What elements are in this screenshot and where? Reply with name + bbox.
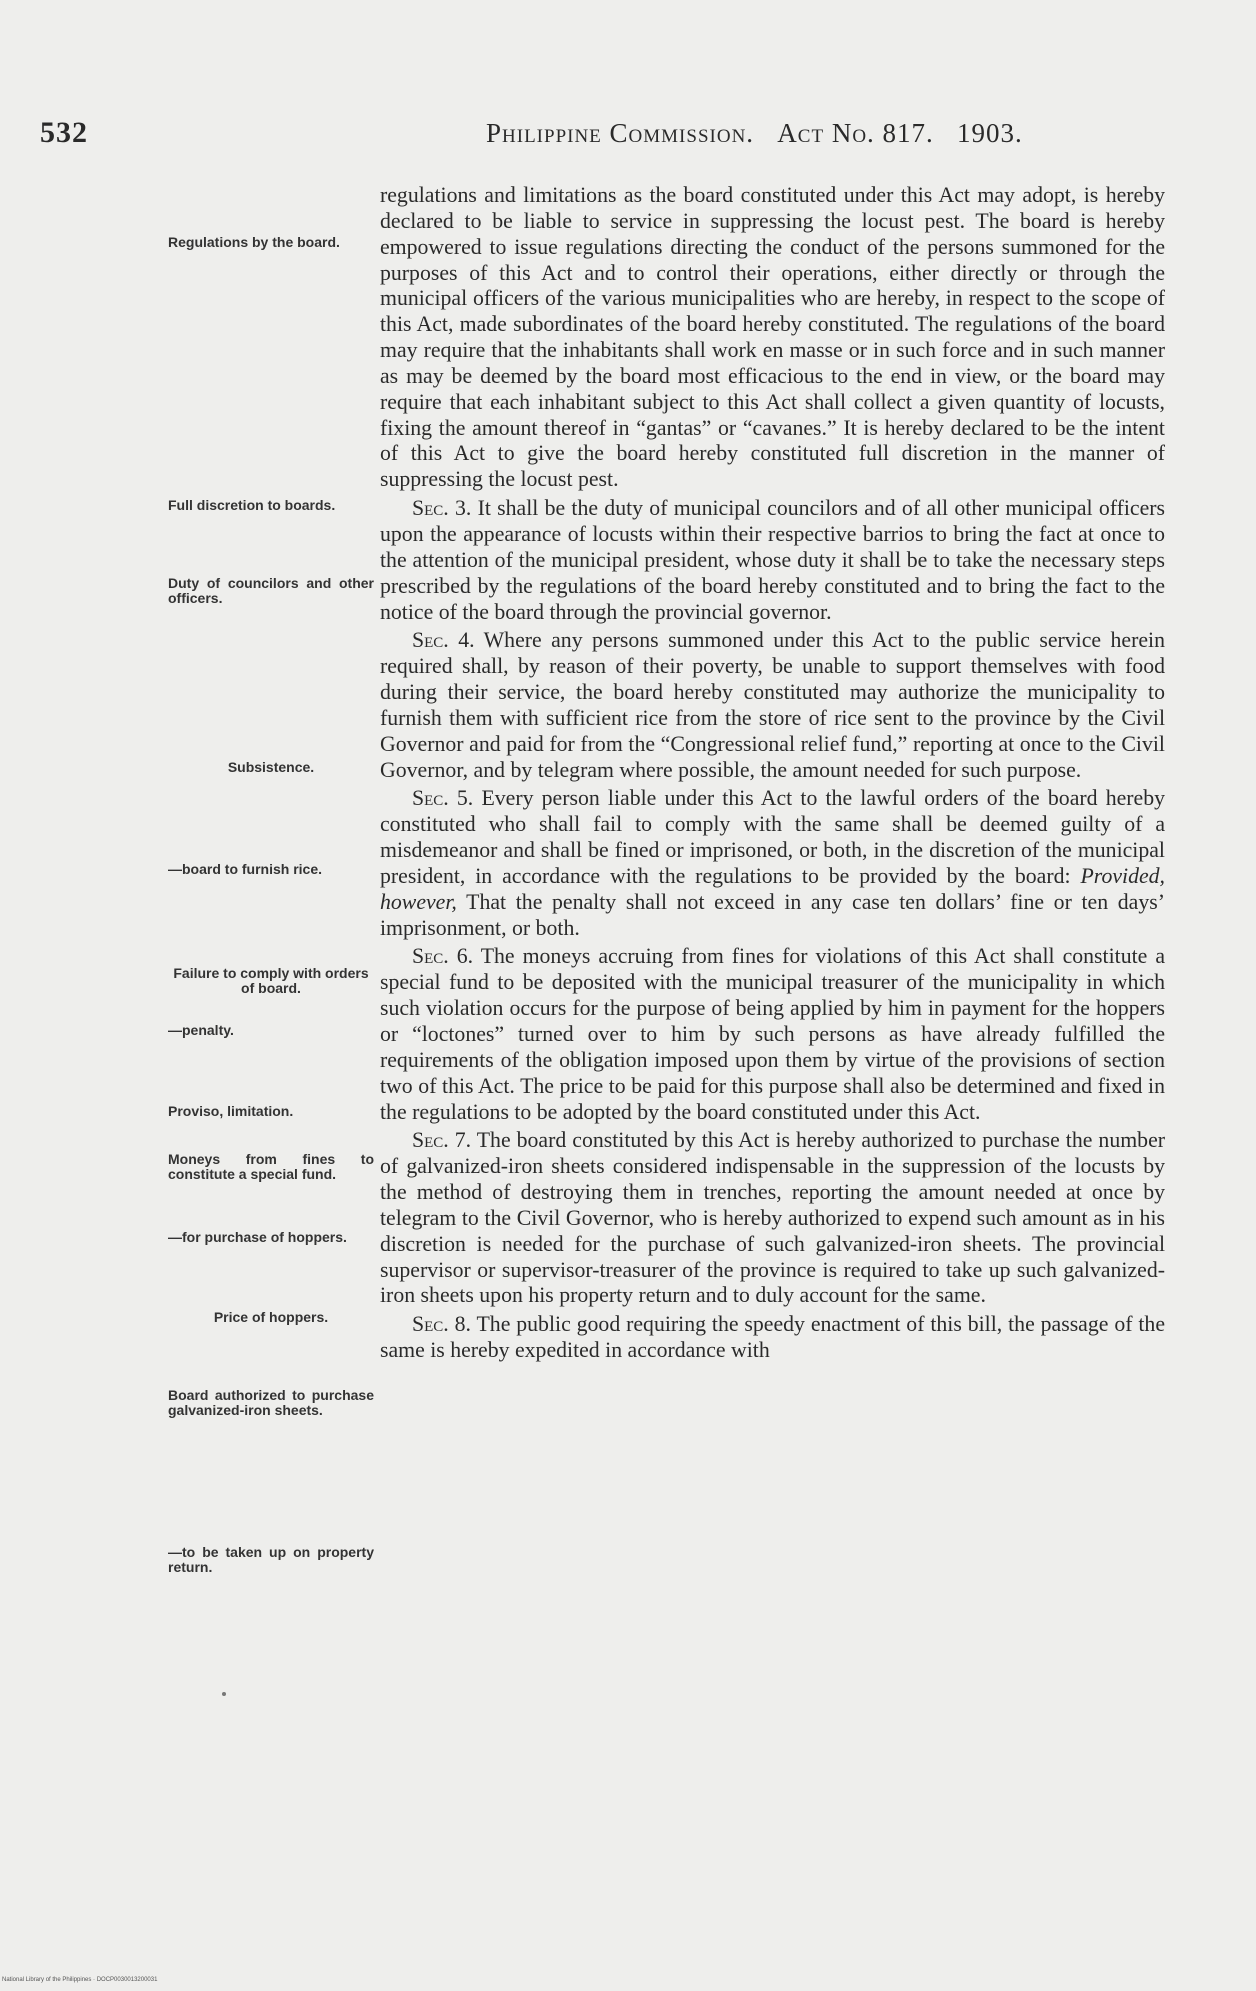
margin-note: —penalty. bbox=[168, 1022, 234, 1038]
section-6 bbox=[380, 944, 1165, 1125]
section-text: It shall be the duty of municipal councilors and of all other municipal officers upon the appearance of locusts within their respective barrios to bring the fact at once to the attention of the municipal president, whose duty it shall be to take the necessary steps prescribed by the regulations of the board hereby constituted and to bring the fact to the notice of the board through the provincial governor. bbox=[380, 496, 1165, 624]
library-footer-mark: National Library of the Philippines · DOCP0030013200031 bbox=[2, 1977, 158, 1983]
running-head-year: 1903. bbox=[957, 118, 1023, 148]
section-label: Sec. 6. bbox=[412, 944, 474, 969]
margin-note: Failure to comply with orders of board. bbox=[173, 965, 369, 996]
paragraph-continued: regulations and limitations as the board constituted under this Act may adopt, is hereby declared to be liable to service in suppressing the locust pest. The board is hereby empowered to issue regulations directing the conduct of the persons summoned for the purposes of this Act and to control their operations, either directly or through the municipal officers of the various municipalities who are hereby, in respect to the scope of this Act, made subordinates of the board hereby constituted. The regulations of the board may require that the inhabitants shall work en masse or in such force and in such manner as may be deemed by the board most efficacious to the end in view, or the board may require that each inhabitant subject to this Act shall collect a given quantity of locusts, fixing the amount thereof in “gantas” or “cavanes.” It is hereby declared to be the intent of this Act to give the board hereby constituted full discretion in the manner of suppressing the locust pest. bbox=[380, 183, 1165, 492]
margin-note: Regulations by the board. bbox=[168, 234, 340, 250]
section-text: The board constituted by this Act is hereby authorized to purchase the number of galvanized-iron sheets considered indispensable in the suppression of the locusts by the method of destroying them in trenches, reporting the amount needed at once by telegram to the Civil Governor, who is hereby authorized to expend such amount as in his discretion is needed for the purchase of such galvanized-iron sheets. The provincial supervisor or supervisor-treasurer of the province is required to take up such galvanized-iron sheets upon his property return and to duly account for the same. bbox=[380, 1128, 1165, 1308]
section-8 bbox=[380, 1312, 1165, 1364]
section-label: Sec. 8. bbox=[412, 1312, 471, 1337]
margin-note: —to be taken up on property return. bbox=[168, 1544, 374, 1575]
section-label: Sec. 5. bbox=[412, 786, 474, 811]
section-4 bbox=[380, 628, 1165, 783]
proviso-text: That the penalty shall not exceed in any case ten dollars’ fine or ten days’ imprisonment, or both. bbox=[380, 889, 1165, 940]
margin-note: Proviso, limitation. bbox=[168, 1103, 294, 1119]
section-label: Sec. 7. bbox=[412, 1128, 472, 1153]
page-number: 532 bbox=[40, 116, 88, 149]
margin-note: Price of hoppers. bbox=[213, 1309, 329, 1325]
running-head bbox=[486, 118, 1166, 149]
body-text bbox=[380, 183, 1165, 1364]
margin-notes bbox=[168, 0, 374, 1991]
margin-note: Duty of councilors and other officers. bbox=[168, 575, 374, 606]
section-text: Every person liable under this Act to the lawful orders of the board hereby constituted who shall fail to comply with the same shall be deemed guilty of a misdemeanor and shall be fined or imprisoned, or both, in the discretion of the municipal president, in accordance with the regulations to be provided by the board: bbox=[380, 786, 1165, 888]
proviso-phrase: Provided, however, bbox=[380, 863, 1166, 914]
margin-note: —for purchase of hoppers. bbox=[168, 1229, 347, 1245]
section-3 bbox=[380, 496, 1165, 625]
margin-note: —board to furnish rice. bbox=[168, 861, 323, 877]
section-label: Sec. 4. bbox=[412, 628, 475, 653]
section-text: Where any persons summoned under this Act to the public service herein required shall, by reason of their poverty, be unable to support themselves with food during their service, the board hereby constituted may authorize the municipality to furnish them with sufficient rice from the store of rice sent to the province by the Civil Governor and paid for from the “Congressional relief fund,” reporting at once to the Civil Governor, and by telegram where possible, the amount needed for such purpose. bbox=[380, 628, 1165, 782]
margin-note: Full discretion to boards. bbox=[168, 497, 336, 513]
section-label: Sec. 3. bbox=[412, 496, 472, 521]
section-text: The moneys accruing from fines for violations of this Act shall constitute a special fund to be deposited with the municipal treasurer of the municipality in which such violation occurs for the purpose of being applied by him in payment for the hoppers or “loctones” turned over to him by such persons as have already fulfilled the requirements of the obligation imposed upon them by virtue of the provisions of section two of this Act. The price to be paid for this purpose shall also be determined and fixed in the regulations to be adopted by the board constituted under this Act. bbox=[380, 944, 1165, 1124]
running-head-commission: Philippine Commission. bbox=[486, 118, 755, 148]
margin-note: Moneys from fines to constitute a special fund. bbox=[168, 1151, 374, 1182]
section-text: The public good requiring the speedy enactment of this bill, the passage of the same is hereby expedited in accordance with bbox=[380, 1312, 1165, 1363]
section-5 bbox=[380, 786, 1165, 941]
section-7 bbox=[380, 1128, 1165, 1309]
scan-speck bbox=[222, 1692, 226, 1696]
running-head-act: Act No. 817. bbox=[777, 118, 934, 148]
margin-note: Subsistence. bbox=[227, 759, 315, 775]
margin-note: Board authorized to purchase galvanized-iron sheets. bbox=[168, 1387, 374, 1418]
